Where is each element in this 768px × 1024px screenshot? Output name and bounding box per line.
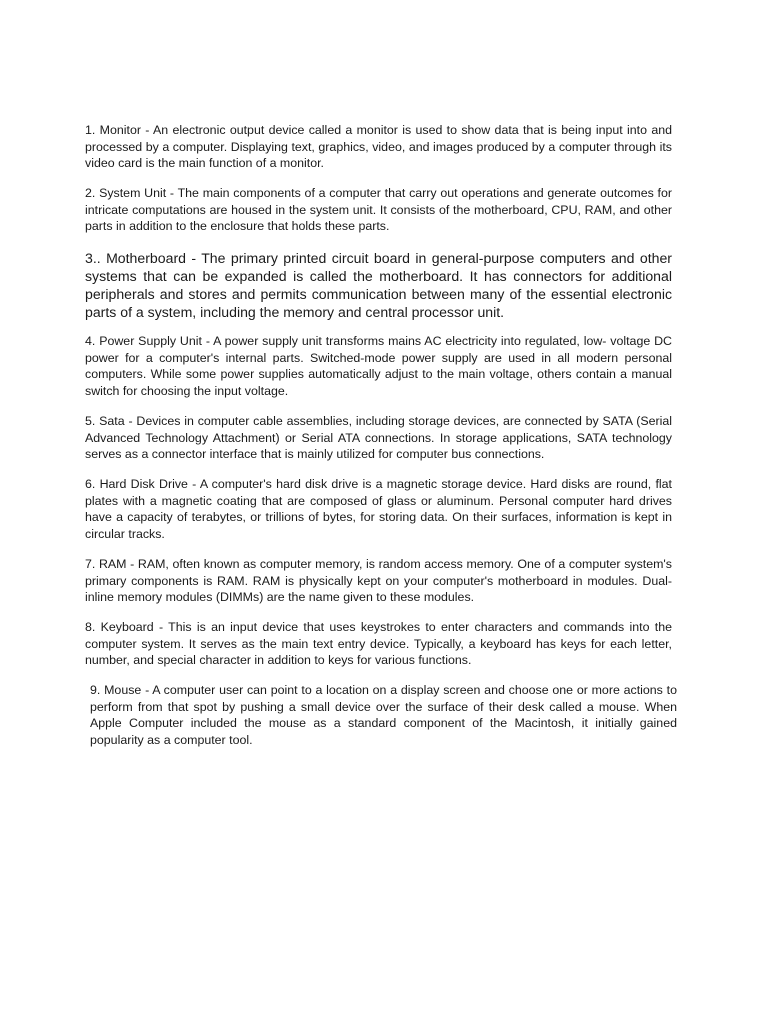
paragraph-ram: 7. RAM - RAM, often known as computer memory, is random access memory. One of a computer system's primary components is RAM. RAM is physically kept on your computer's motherboard in modules. Dual-inline memory modules (DIMMs) are the name given to these modules. — [85, 557, 672, 604]
paragraph-hard-disk-drive: 6. Hard Disk Drive - A computer's hard disk drive is a magnetic storage device. Hard disks are round, flat plates with a magnetic coating that are composed of glass or aluminum. Personal computer hard drives have a capacity of terabytes, or trillions of bytes, for storing data. On their surfaces, information is kept in circular tracks. — [85, 477, 672, 541]
paragraph-motherboard: 3.. Motherboard - The primary printed circuit board in general-purpose computers and other systems that can be expanded is called the motherboard. It has connectors for additional peripherals and stores and permits communication between many of the essential electronic parts of a system, including the memory and central processor unit. — [85, 250, 672, 320]
paragraph-sata: 5. Sata - Devices in computer cable assemblies, including storage devices, are connected by SATA (Serial Advanced Technology Attachment) or Serial ATA connections. In storage applications, SATA technology serves as a connector interface that is mainly utilized for computer bus connections. — [85, 414, 672, 461]
paragraph-system-unit: 2. System Unit - The main components of a computer that carry out operations and generate outcomes for intricate computations are housed in the system unit. It consists of the motherboard, CPU, RAM, and other parts in addition to the enclosure that holds these parts. — [85, 186, 672, 233]
paragraph-power-supply-unit: 4. Power Supply Unit - A power supply unit transforms mains AC electricity into regulated, low- voltage DC power for a computer's internal parts. Switched-mode power supply are used in all modern personal computers. While some power supplies automatically adjust to the main voltage, others contain a manual switch for choosing the input voltage. — [85, 334, 672, 398]
paragraph-mouse: 9. Mouse - A computer user can point to a location on a display screen and choose one or more actions to perform from that spot by pushing a small device over the surface of their desk called a mouse. When Apple Computer included the mouse as a standard component of the Macintosh, it initially gained popularity as a computer tool. — [90, 683, 677, 747]
paragraph-monitor: 1. Monitor - An electronic output device called a monitor is used to show data that is being input into and processed by a computer. Displaying text, graphics, video, and images produced by a computer through its video card is the main function of a monitor. — [85, 123, 672, 170]
paragraph-keyboard: 8. Keyboard - This is an input device that uses keystrokes to enter characters and commands into the computer system. It serves as the main text entry device. Typically, a keyboard has keys for each letter, number, and special character in addition to keys for various functions. — [85, 620, 672, 667]
